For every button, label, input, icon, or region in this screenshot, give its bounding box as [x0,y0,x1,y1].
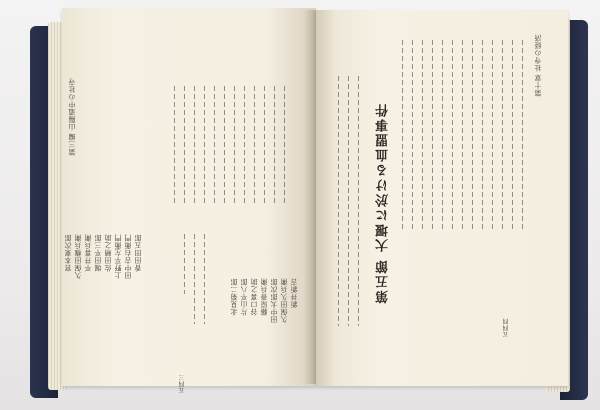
name-entry: 片山平八郎 [240,278,248,316]
page-number-left: 五四三 [179,374,186,394]
name-entry: 藤原善兵衛 [260,278,268,316]
name-entry: 田中吉右衛門 [124,234,132,279]
right-page [316,10,568,386]
name-entry: 久保田久兵衛 [280,278,288,323]
open-book [18,2,588,400]
name-entry: 谷口喜之助 [250,278,258,316]
name-entry: 新井新吉 [290,278,298,308]
name-entry: 上野平左衛門 [114,234,122,279]
name-entry: 久保田権兵衛 [74,234,82,279]
page-number-right: 五四四 [503,318,510,338]
name-entry: 佐田精之助 [104,234,112,272]
name-entry: 堀田平三郎 [94,234,102,272]
name-entry: 宮本東次郎 [64,234,72,272]
section-title: 第五節 大堰に於ける血盟事件 [376,102,391,304]
running-header-right: 第十章 社寺の経済 [534,34,542,97]
left-page [62,8,316,394]
name-entry: 北見菊二郎 [230,278,238,316]
name-entry: 香田田五郎 [134,234,142,272]
name-entry: 平井喜兵衛 [84,234,92,272]
name-entry: 田中太郎次郎 [270,278,278,323]
running-header-left: 第三編 山陽道中の社寺 [68,78,76,156]
